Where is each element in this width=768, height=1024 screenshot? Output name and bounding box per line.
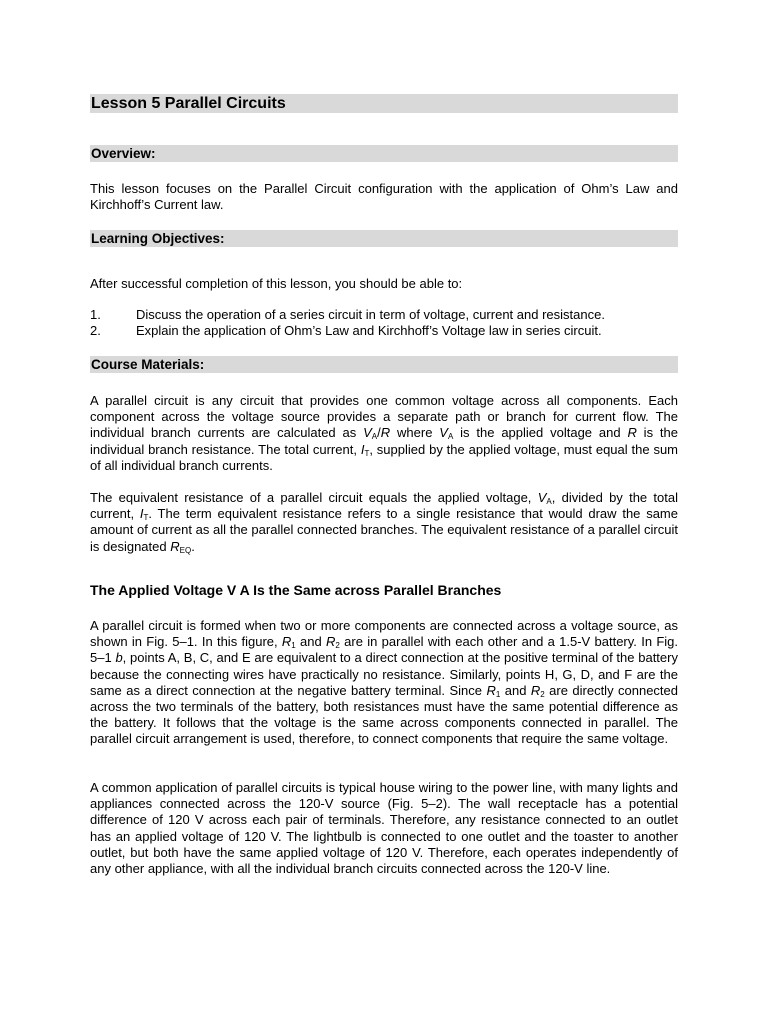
materials-paragraph-1: A parallel circuit is any circuit that provides one common voltage across all components. Each component across the voltage source provides a separate path or branch for current flow. The individual branch currents are calculated as $V_A/R$ where $V_A$ is the applied voltage and R is the individual branch resistance. The total current, $I_T$, supplied by the applied voltage, must equal the sum of all individual branch currents. — [90, 393, 679, 473]
overview-text: This lesson focuses on the Parallel Circuit configuration with the application of Ohm’s Law and Kirchhoff’s Current law. — [90, 181, 678, 213]
materials-paragraph-2: The equivalent resistance of a parallel circuit equals the applied voltage, $V_A$, divided by the total current, $I_T$. The term equivalent resistance refers to a single resistance that would draw the same amount of current as all the parallel connected branches. The equivalent resistance of a parallel circuit is designated $R_{EQ}$. — [90, 490, 678, 555]
overview-heading: Overview: — [90, 145, 678, 162]
materials-heading: Course Materials: — [90, 356, 678, 373]
objective-number: 2. — [90, 323, 101, 338]
section-paragraph-1: A parallel circuit is formed when two or more components are connected across a voltage source, as shown in Fig. 5–1. In this figure, $R_1$ and $R_2$ are in parallel with each other and a 1.5-V battery. In Fig. 5–1 b, points A, B, C, and E are equivalent to a direct connection at the positive terminal of the battery because the connecting wires have practically no resistance. Similarly, points H, G, D, and F are the same as a direct connection at the negative battery terminal. Since $R_1$ and $R_2$ are directly connected across the two terminals of the battery, both resistances must have the same potential difference as the battery. It follows that the voltage is the same across components connected in parallel. The parallel circuit arrangement is used, therefore, to connect components that require the same voltage. — [90, 618, 679, 747]
objective-text: Discuss the operation of a series circuit in term of voltage, current and resistance. — [136, 307, 605, 322]
objective-number: 1. — [90, 307, 101, 322]
lesson-title: Lesson 5 Parallel Circuits — [90, 94, 678, 113]
section-heading: The Applied Voltage V A Is the Same across Parallel Branches — [90, 582, 502, 598]
objectives-heading: Learning Objectives: — [90, 230, 678, 247]
section-paragraph-2: A common application of parallel circuits is typical house wiring to the power line, with many lights and appliances connected across the 120-V source (Fig. 5–2). The wall receptacle has a potential difference of 120 V across each pair of terminals. Therefore, any resistance connected to an outlet has an applied voltage of 120 V. The lightbulb is connected to one outlet and the toaster to another outlet, but both have the same applied voltage of 120 V. Therefore, each operates independently of any other appliance, with all the individual branch circuits connected across the 120-V line. — [90, 780, 678, 877]
objectives-intro: After successful completion of this lesson, you should be able to: — [90, 276, 463, 291]
objective-text: Explain the application of Ohm’s Law and Kirchhoff’s Voltage law in series circuit. — [136, 323, 602, 338]
